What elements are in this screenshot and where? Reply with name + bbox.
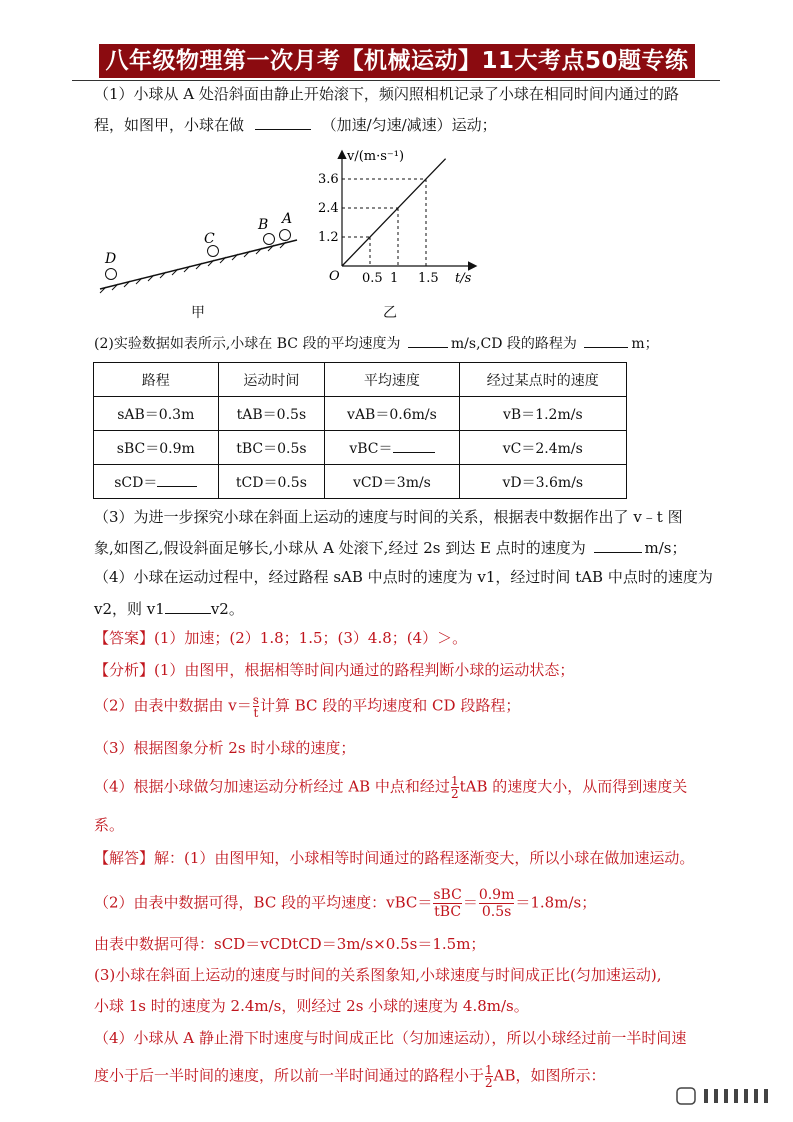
- q1-line2: [94, 114, 734, 135]
- x-tick-label: 1.5: [418, 271, 439, 286]
- frac-den: 0.5s: [479, 903, 515, 920]
- ball-d: [106, 269, 117, 280]
- label-b: B: [258, 217, 269, 233]
- frac-den: tBC: [434, 904, 462, 920]
- table-cell: vCD＝3m/s: [325, 465, 459, 499]
- y-tick-label: 2.4: [318, 201, 339, 216]
- y-axis-label: v/(m·s⁻¹): [347, 149, 405, 164]
- data-table: [93, 362, 627, 499]
- q2-text-a: (2)实验数据如表所示,小球在 BC 段的平均速度为: [94, 336, 401, 352]
- fraction-half: [451, 775, 459, 800]
- q2-line: [94, 332, 734, 354]
- analysis-line1: 【分析】(1）由图甲，根据相等时间内通过的路程判断小球的运动状态；: [94, 661, 575, 679]
- solution-text: 度小于后一半时间的速度，所以前一半时间通过的路程小于: [94, 1066, 485, 1085]
- q2-blank-2: [584, 332, 628, 348]
- table-cell: [325, 431, 459, 465]
- frac-den: 2: [485, 1076, 493, 1090]
- analysis-text: 计算 BC 段的平均速度和 CD 段路程；: [259, 696, 521, 715]
- frac-num: 0.9m: [478, 887, 515, 903]
- q4-text-b: v2。: [210, 600, 244, 618]
- fraction-half-ab: [485, 1064, 493, 1089]
- q2-blank-1: [408, 332, 448, 348]
- table-cell-text: sCD＝: [114, 475, 158, 491]
- q1-text-a: 程，如图甲，小球在做: [94, 116, 245, 134]
- series-line: [342, 159, 446, 266]
- table-cell: tCD＝0.5s: [218, 465, 325, 499]
- frac-den: 2: [450, 787, 459, 801]
- q1-answer-blank: [255, 114, 311, 130]
- q3-blank: [594, 537, 642, 553]
- x-tick-label: 1: [390, 271, 399, 286]
- table-cell: tAB＝0.5s: [218, 397, 325, 431]
- y-tick-label: 1.2: [318, 230, 339, 245]
- origin-label: O: [329, 269, 340, 284]
- solution-line7: [94, 1064, 734, 1089]
- table-cell: sAB＝0.3m: [94, 397, 219, 431]
- fraction-sbc-tbc: [433, 887, 461, 920]
- solution-text: ＝1.8m/s；: [515, 893, 597, 912]
- table-header: 路程: [94, 363, 219, 397]
- q3-line1: （3）为进一步探究小球在斜面上运动的速度与时间的关系，根据表中数据作出了 v﹣t 图: [94, 508, 683, 526]
- q4-line2: [94, 598, 734, 619]
- fraction-s-over-t: [253, 694, 259, 719]
- caption-jia: 甲: [191, 305, 205, 321]
- solution-line1: 【解答】解：(1）由图甲知，小球相等时间通过的路程逐渐变大，所以小球在做加速运动。: [94, 849, 695, 867]
- watermark-toolbar-icon: [676, 1084, 772, 1108]
- table-header: 运动时间: [218, 363, 325, 397]
- fraction-values: [479, 887, 515, 920]
- frac-num: sBC: [433, 887, 462, 903]
- q4-blank: [165, 598, 211, 614]
- ball-c: [208, 246, 219, 257]
- analysis-line2: [94, 694, 734, 719]
- q1-line1: （1）小球从 A 处沿斜面由静止开始滚下，频闪照相机记录了小球在相同时间内通过的路: [94, 85, 679, 103]
- ball-a: [280, 230, 291, 241]
- solution-text: ＝: [462, 893, 478, 912]
- frac-den: t: [253, 706, 259, 720]
- solution-line5: 小球 1s 时的速度为 2.4m/s，则经过 2s 小球的速度为 4.8m/s。: [94, 997, 529, 1015]
- label-a: A: [282, 211, 293, 227]
- vt-graph: [305, 142, 505, 292]
- label-c: C: [204, 231, 215, 247]
- solution-line2: [94, 887, 734, 920]
- solution-line6: （4）小球从 A 静止滑下时速度与时间成正比（匀加速运动），所以小球经过前一半时间速: [94, 1029, 687, 1047]
- header-rule: [72, 80, 720, 81]
- analysis-line4: [94, 775, 734, 800]
- solution-text: AB，如图所示：: [493, 1066, 606, 1085]
- analysis-text: （4）根据小球做匀加速运动分析经过 AB 中点和经过: [94, 777, 450, 796]
- analysis-line5: 系。: [94, 816, 125, 834]
- table-cell: [94, 465, 219, 499]
- table-cell: vD＝3.6m/s: [459, 465, 626, 499]
- analysis-text: （2）由表中数据由 v＝: [94, 696, 252, 715]
- q4-line1: （4）小球在运动过程中，经过路程 sAB 中点时的速度为 v1，经过时间 tAB 中点时的速度为: [94, 568, 713, 586]
- caption-yi: 乙: [383, 305, 397, 321]
- x-tick-label: 0.5: [362, 271, 383, 286]
- incline-figure: [92, 205, 302, 300]
- solution-text: （2）由表中数据可得，BC 段的平均速度：vBC＝: [94, 893, 433, 912]
- answer-line: 【答案】(1）加速；(2）1.8；1.5；(3）4.8；(4）＞。: [94, 629, 468, 647]
- table-cell: vAB＝0.6m/s: [325, 397, 459, 431]
- table-cell-text: vBC＝: [349, 441, 393, 457]
- solution-line4: (3)小球在斜面上运动的速度与时间的关系图象知,小球速度与时间成正比(匀加速运动),: [94, 966, 662, 984]
- table-row: [94, 465, 627, 499]
- q3-line2: [94, 537, 734, 558]
- q4-text-a: v2，则 v1: [94, 600, 165, 618]
- q3-text-a: 象,如图乙,假设斜面足够长,小球从 A 处滚下,经过 2s 到达 E 点时的速度为: [94, 539, 586, 557]
- label-d: D: [105, 251, 117, 267]
- table-row: [94, 397, 627, 431]
- table-blank-scd: [157, 471, 197, 487]
- y-tick-label: 3.6: [318, 172, 339, 187]
- frac-num: 1: [485, 1063, 493, 1077]
- table-cell: vB＝1.2m/s: [459, 397, 626, 431]
- frac-num: 1: [450, 774, 459, 788]
- q2-text-c: m；: [631, 336, 659, 352]
- table-blank-vbc: [393, 437, 435, 453]
- ball-b: [264, 234, 275, 245]
- table-header: 经过某点时的速度: [459, 363, 626, 397]
- q3-text-b: m/s；: [644, 539, 687, 557]
- table-row: [94, 431, 627, 465]
- analysis-text: tAB 的速度大小，从而得到速度关: [459, 777, 688, 796]
- page-banner-title: 八年级物理第一次月考【机械运动】11大考点50题专练: [99, 44, 695, 78]
- table-cell: sBC＝0.9m: [94, 431, 219, 465]
- table-cell: tBC＝0.5s: [218, 431, 325, 465]
- frac-num: s: [252, 693, 259, 707]
- q1-text-b: （加速/匀速/减速）运动；: [321, 116, 497, 134]
- q2-text-b: m/s,CD 段的路程为: [450, 336, 577, 352]
- table-cell: vC＝2.4m/s: [459, 431, 626, 465]
- solution-line3: 由表中数据可得：sCD＝vCDtCD＝3m/s×0.5s＝1.5m；: [94, 935, 486, 953]
- table-header-row: [94, 363, 627, 397]
- x-axis-label: t/s: [455, 271, 472, 286]
- table-header: 平均速度: [325, 363, 459, 397]
- analysis-line3: （3）根据图象分析 2s 时小球的速度；: [94, 739, 356, 757]
